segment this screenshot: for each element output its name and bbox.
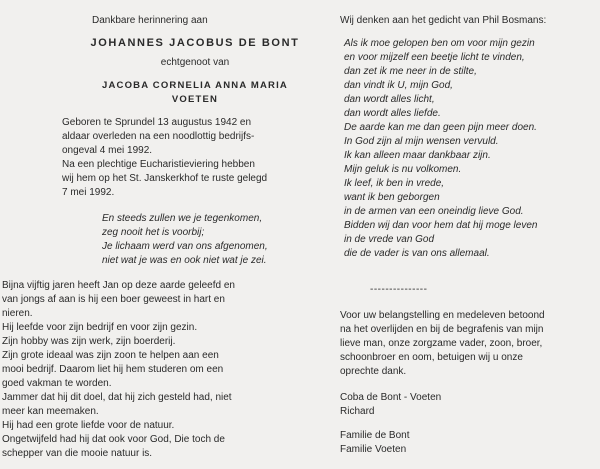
signature-line: Richard xyxy=(340,406,375,417)
poem-line: in de armen van een oneindig lieve God. xyxy=(344,206,524,217)
verse-line: niet wat je was en ook niet wat je zei. xyxy=(102,255,267,266)
verse-line: En steeds zullen we je tegenkomen, xyxy=(102,213,263,224)
poem-line: die de vader is van ons allemaal. xyxy=(344,248,490,259)
bio-line: ongeval 4 mei 1992. xyxy=(62,145,153,156)
thanks-line: oprechte dank. xyxy=(340,366,407,377)
thanks-line: na het overlijden en bij de begrafenis van mijn xyxy=(340,324,544,335)
poem-line: Ik kan alleen maar dankbaar zijn. xyxy=(344,150,491,161)
signature-line: Familie Voeten xyxy=(340,444,407,455)
thanks-line: schoonbroer en oom, betuigen wij u onze xyxy=(340,352,523,363)
story-line: nieren. xyxy=(2,308,33,319)
bio-line: Geboren te Sprundel 13 augustus 1942 en xyxy=(62,117,252,128)
bio-line: Na een plechtige Eucharistieviering hebben xyxy=(62,159,255,170)
bio-line: 7 mei 1992. xyxy=(62,187,115,198)
poem-intro: Wij denken aan het gedicht van Phil Bosmans: xyxy=(340,15,547,26)
story-line: goed vakman te worden. xyxy=(2,378,112,389)
poem-line: dan vindt ik U, mijn God, xyxy=(344,80,453,91)
poem-line: want ik ben geborgen xyxy=(344,192,440,203)
story-line: meer kan meemaken. xyxy=(2,406,99,417)
bio-line: aldaar overleden na een noodlottig bedrijfs- xyxy=(62,131,255,142)
verse-line: zeg nooit het is voorbij; xyxy=(102,227,205,238)
intro-text: Dankbare herinnering aan xyxy=(92,15,208,26)
poem-line: en voor mijzelf een beetje licht te vinden, xyxy=(344,52,525,63)
story-line: mooi bedrijf. Daarom liet hij hem studeren om een xyxy=(2,364,224,375)
story-line: Zijn hobby was zijn werk, zijn boerderij. xyxy=(2,336,176,347)
story-line: Hij had een grote liefde voor de natuur. xyxy=(2,420,175,431)
story-line: Jammer dat hij dit doel, dat hij zich gesteld had, niet xyxy=(2,392,232,403)
deceased-name: JOHANNES JACOBUS DE BONT xyxy=(90,37,300,49)
poem-line: Mijn geluk is nu volkomen. xyxy=(344,164,462,175)
bio-line: wij hem op het St. Janskerkhof te ruste gelegd xyxy=(62,173,268,184)
thanks-line: Voor uw belangstelling en medeleven betoond xyxy=(340,310,545,321)
story-line: Ongetwijfeld had hij dat ook voor God, Die toch de xyxy=(2,434,225,445)
spouse-label: echtgenoot van xyxy=(160,57,230,68)
spouse-name-line2: VOETEN xyxy=(171,94,219,105)
divider: --------------- xyxy=(370,284,428,295)
poem-line: Als ik moe gelopen ben om voor mijn gezin xyxy=(344,38,535,49)
poem-line: dan wordt alles liefde. xyxy=(344,108,441,119)
thanks-line: lieve man, onze zorgzame vader, zoon, broer, xyxy=(340,338,543,349)
poem-line: In God zijn al mijn wensen vervuld. xyxy=(344,136,499,147)
poem-line: Bidden wij dan voor hem dat hij moge leven xyxy=(344,220,538,231)
story-line: Zijn grote ideaal was zijn zoon te helpen aan een xyxy=(2,350,219,361)
story-line: van jongs af aan is hij een boer geweest in hart en xyxy=(2,294,225,305)
story-line: Bijna vijftig jaren heeft Jan op deze aarde geleefd en xyxy=(2,280,235,291)
poem-line: Ik leef, ik ben in vrede, xyxy=(344,178,445,189)
poem-line: dan zet ik me neer in de stilte, xyxy=(344,66,477,77)
poem-line: De aarde kan me dan geen pijn meer doen. xyxy=(344,122,537,133)
story-line: schepper van die mooie natuur is. xyxy=(2,448,153,459)
spouse-name-line1: JACOBA CORNELIA ANNA MARIA xyxy=(101,80,288,91)
poem-line: in de vrede van God xyxy=(344,234,435,245)
verse-line: Je lichaam werd van ons afgenomen, xyxy=(102,241,268,252)
signature-line: Coba de Bont - Voeten xyxy=(340,392,442,403)
poem-line: dan wordt alles licht, xyxy=(344,94,435,105)
story-line: Hij leefde voor zijn bedrijf en voor zijn gezin. xyxy=(2,322,198,333)
signature-line: Familie de Bont xyxy=(340,430,410,441)
